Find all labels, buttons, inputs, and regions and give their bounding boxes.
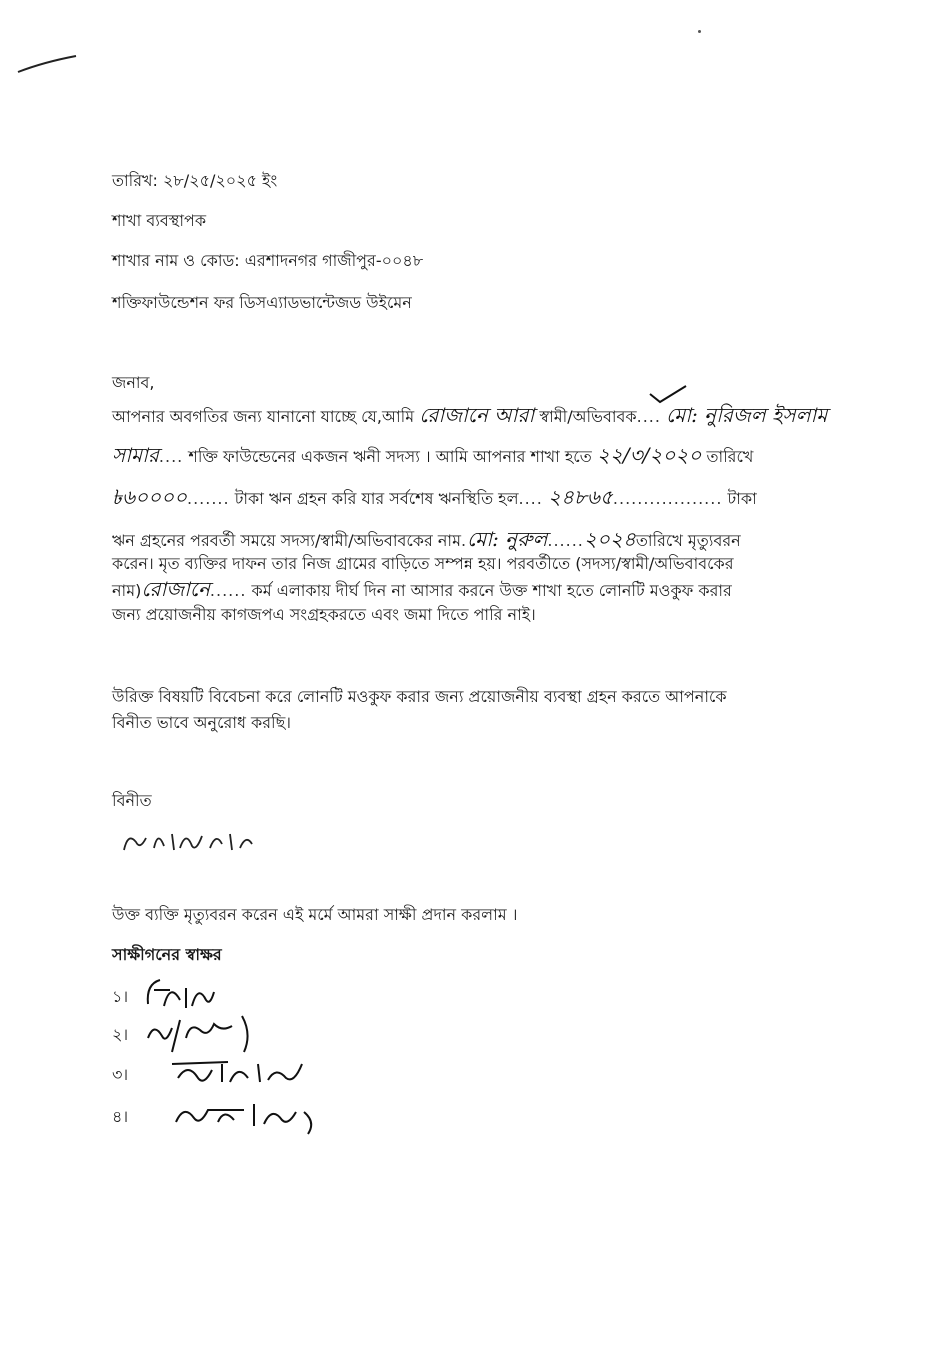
body-line-5: করেন। মৃত ব্যক্তির দাফন তার নিজ গ্রামের বাড়িতে সম্পন্ন হয়। পরবর্তীতে (সদস্য/স্বামী/অভিবাবকের (112, 554, 734, 573)
body-text: তারিখে মৃত্যুবরন (635, 531, 741, 550)
body-line-3 (112, 486, 757, 510)
request-line-1: উরিক্ত বিষয়টি বিবেচনা করে লোনটি মওকুফ করার জন্য প্রয়োজনীয় ব্যবস্থা গ্রহন করতে আপনাকে (112, 687, 727, 706)
fill-dots: ....... (186, 489, 230, 508)
body-line-6 (112, 578, 732, 602)
fill-dots: .... (158, 447, 184, 466)
fill-dots: ...... (547, 531, 584, 550)
pen-stroke-mark (14, 50, 80, 78)
recipient-title: শাখা ব্যবস্থাপক (112, 211, 207, 230)
body-text: স্বামী/অভিবাবক (539, 407, 637, 426)
witness-statement: উক্ত ব্যক্তি মৃত্যুবরন করেন এই মর্মে আমরা সাক্ষী প্রদান করলাম । (112, 905, 518, 924)
fill-dots: .................. (612, 489, 723, 508)
handwritten-deceased-name: মো: নুরুল (467, 527, 548, 551)
handwritten-death-date: ২০২৪ (583, 527, 636, 551)
body-text: ঋন গ্রহনের পরবর্তী সময়ে সদস্য/স্বামী/অভিবাবকের নাম (112, 531, 461, 550)
applicant-signature (118, 820, 268, 860)
fill-dots: . (460, 531, 468, 550)
witness-signature-4 (170, 1092, 330, 1138)
handwritten-member-name: রোজানে আরা (419, 403, 535, 427)
body-line-2 (112, 444, 753, 468)
handwritten-balance: ২৪৮৬৫ (547, 485, 613, 509)
dot-mark (698, 30, 701, 33)
witness-number: ১। (112, 987, 129, 1006)
witness-number: ৩। (112, 1065, 129, 1084)
witness-number: ২। (112, 1025, 129, 1044)
fill-dots: ...... (209, 581, 247, 600)
body-text: নাম) (112, 581, 142, 600)
handwritten-text: সামার (112, 443, 159, 467)
organization-line: শক্তিফাউন্ডেশন ফর ডিসএ্যাডভান্টেজড উইমেন (112, 293, 412, 312)
body-line-4 (112, 528, 741, 552)
closing: বিনীত (112, 791, 152, 810)
handwritten-loan-amount: ৳৬০০০০ (112, 485, 187, 509)
witness-heading: সাক্ষীগনের স্বাক্ষর (112, 945, 222, 964)
fill-dots: .... (518, 489, 543, 508)
date-line: তারিখ: ২৮/২৫/২০২৫ ইং (112, 171, 278, 190)
handwritten-loan-date: ২২/৩/২০২০ (596, 443, 702, 467)
witness-number: ৪। (112, 1107, 129, 1126)
request-line-2: বিনীত ভাবে অনুরোধ করছি। (112, 713, 292, 732)
body-text: শক্তি ফাউন্ডেনের একজন ঋনী সদস্য । আমি আপনার শাখা হতে (188, 447, 592, 466)
body-text: তারিখে (706, 447, 754, 466)
handwritten-name: রোজানে (141, 577, 210, 601)
body-text: কর্ম এলাকায় দীর্ঘ দিন না আসার করনে উক্ত শাখা হতে লোনটি মওকুফ করার (251, 581, 732, 600)
body-text: টাকা (727, 489, 757, 508)
body-line-7: জন্য প্রয়োজনীয় কাগজপএ সংগ্রহকরতে এবং জমা দিতে পারি নাই। (112, 605, 536, 624)
body-text: টাকা ঋন গ্রহন করি যার সর্বশেষ ঋনস্থিতি হল (234, 489, 519, 508)
branch-line: শাখার নাম ও কোড: এরশাদনগর গাজীপুর-০০৪৮ (112, 251, 424, 270)
fill-dots: .... (636, 407, 661, 426)
body-line-1 (112, 404, 827, 428)
body-text: আপনার অবগতির জন্য যানানো যাচ্ছে যে,আমি (112, 407, 415, 426)
witness-signature-3 (168, 1048, 318, 1092)
salutation: জনাব, (112, 373, 155, 392)
handwritten-guardian-name: মো: নুরিজল ইসলাম (666, 403, 828, 427)
